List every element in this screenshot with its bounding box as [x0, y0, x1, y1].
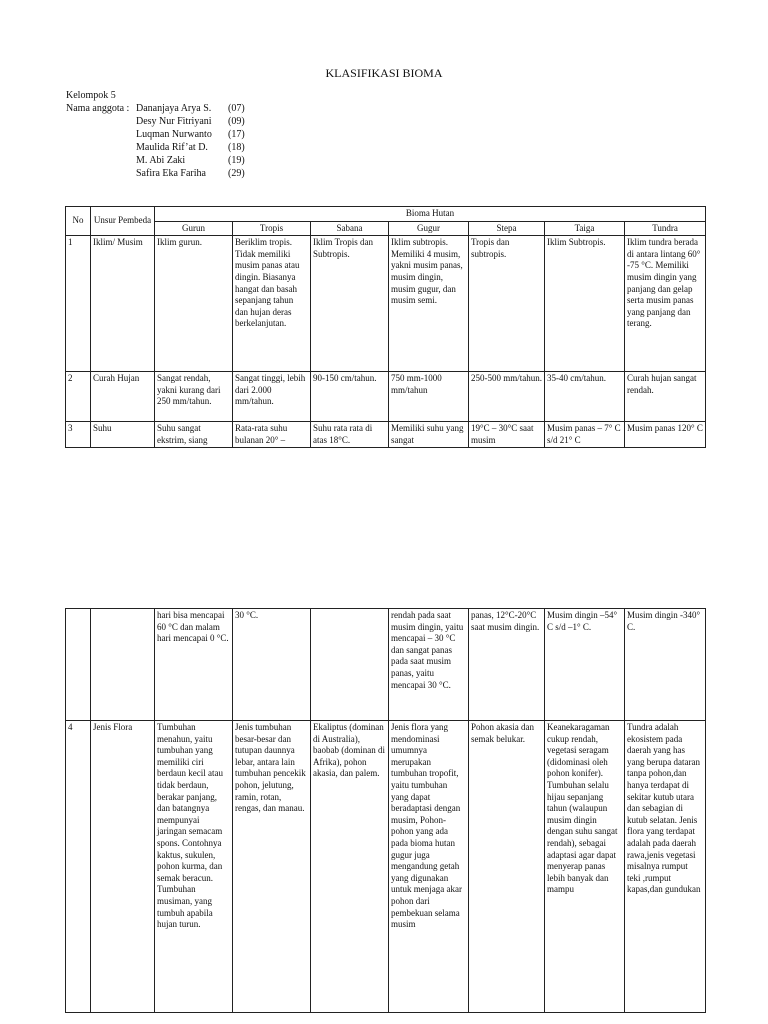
cell-gugur: Memiliki suhu yang sangat: [389, 422, 469, 448]
header-no: No: [66, 207, 91, 236]
member-number: (09): [228, 116, 245, 127]
cell-unsur: Iklim/ Musim: [91, 236, 155, 372]
member-name: Safira Eka Fariha: [136, 168, 206, 179]
group-label: Kelompok 5: [66, 90, 116, 101]
cell-no: 4: [66, 721, 91, 1013]
cell-sabana: Iklim Tropis dan Subtropis.: [311, 236, 389, 372]
biome-table-part-1: [65, 206, 706, 448]
cell-gugur: Jenis flora yang mendominasi umumnya merupakan tumbuhan tropofit, yaitu tumbuhan yang dapat beradaptasi dengan musim, Pohon-pohon yang ada pada bioma hutan gugur juga mengandung getah yang digunakan untuk menjaga akar pohon dari pembekuan selama musim: [389, 721, 469, 1013]
member-row: [66, 128, 268, 141]
member-name: Maulida Rif’at D.: [136, 142, 208, 153]
member-row: [66, 141, 268, 154]
members-label: Nama anggota :: [66, 103, 130, 114]
table-row: [66, 609, 706, 721]
member-number: (19): [228, 155, 245, 166]
table-row: [66, 372, 706, 422]
cell-stepa: Tropis dan subtropis.: [469, 236, 545, 372]
page-title: KLASIFIKASI BIOMA: [325, 66, 443, 80]
cell-stepa: Pohon akasia dan semak belukar.: [469, 721, 545, 1013]
cell-gurun: hari bisa mencapai 60 °C dan malam hari mencapai 0 °C.: [155, 609, 233, 721]
header-row: [66, 207, 706, 222]
cell-taiga: Iklim Subtropis.: [545, 236, 625, 372]
header-taiga: Taiga: [545, 221, 625, 236]
cell-unsur: Suhu: [91, 422, 155, 448]
header-sabana: Sabana: [311, 221, 389, 236]
cell-stepa: 19°C – 30°C saat musim: [469, 422, 545, 448]
member-number: (17): [228, 129, 245, 140]
member-number: (18): [228, 142, 245, 153]
header-unsur: Unsur Pembeda: [91, 207, 155, 236]
cell-tundra: Tundra adalah ekosistem pada daerah yang has yang berupa dataran tanpa pohon,dan hanya terdapat di sekitar kutub utara dan sebagian di kutub selatan. Jenis flora yang terdapat adalah pada daerah rawa,jenis vegetasi misalnya rumput teki ,rumput kapas,dan gundukan: [625, 721, 706, 1013]
member-row: [66, 154, 268, 167]
table-row: [66, 236, 706, 372]
cell-unsur: [91, 609, 155, 721]
table-row: [66, 422, 706, 448]
group-info: [66, 89, 268, 180]
cell-tropis: 30 °C.: [233, 609, 311, 721]
header-gugur: Gugur: [389, 221, 469, 236]
cell-unsur: Curah Hujan: [91, 372, 155, 422]
cell-taiga: Musim panas – 7° C s/d 21° C: [545, 422, 625, 448]
cell-no: [66, 609, 91, 721]
member-name: Dananjaya Arya S.: [136, 103, 212, 114]
cell-gurun: Iklim gurun.: [155, 236, 233, 372]
cell-tundra: Iklim tundra berada di antara lintang 60° -75 °C. Memiliki musim dingin yang panjang dan gelap serta musim panas yang panjang dan terang.: [625, 236, 706, 372]
group-label-row: [66, 89, 268, 102]
header-bioma: Bioma Hutan: [155, 207, 706, 222]
member-name: M. Abi Zaki: [136, 155, 186, 166]
header-gurun: Gurun: [155, 221, 233, 236]
cell-unsur: Jenis Flora: [91, 721, 155, 1013]
cell-stepa: panas, 12°C-20°C saat musim dingin.: [469, 609, 545, 721]
cell-sabana: Ekaliptus (dominan di Australia), baobab (dominan di Afrika), pohon akasia, dan palem.: [311, 721, 389, 1013]
cell-gugur: Iklim subtropis. Memiliki 4 musim, yakni musim panas, musim dingin, musim gugur, dan musim semi.: [389, 236, 469, 372]
cell-tropis: Beriklim tropis. Tidak memiliki musim panas atau dingin. Biasanya hangat dan basah sepanjang tahun dan hujan deras berkelanjutan.: [233, 236, 311, 372]
cell-gurun: Sangat rendah, yakni kurang dari 250 mm/tahun.: [155, 372, 233, 422]
cell-tundra: Curah hujan sangat rendah.: [625, 372, 706, 422]
cell-tropis: Rata-rata suhu bulanan 20° –: [233, 422, 311, 448]
member-name: Luqman Nurwanto: [136, 129, 212, 140]
header-subrow: [66, 221, 706, 236]
member-row: [66, 167, 268, 180]
cell-no: 3: [66, 422, 91, 448]
header-tropis: Tropis: [233, 221, 311, 236]
cell-tundra: Musim dingin -340° C.: [625, 609, 706, 721]
cell-stepa: 250-500 mm/tahun.: [469, 372, 545, 422]
member-row: [66, 102, 268, 115]
cell-gurun: Suhu sangat ekstrim, siang: [155, 422, 233, 448]
cell-sabana: 90-150 cm/tahun.: [311, 372, 389, 422]
cell-gurun: Tumbuhan menahun, yaitu tumbuhan yang memiliki ciri berdaun kecil atau tidak berdaun, berakar panjang, dan batangnya mempunyai jaringan semacam spons. Contohnya kaktus, sukulen, pohon kurma, dan semak beracun. Tumbuhan musiman, yang tumbuh apabila hujan turun.: [155, 721, 233, 1013]
cell-gugur: 750 mm-1000 mm/tahun: [389, 372, 469, 422]
member-name: Desy Nur Fitriyani: [136, 116, 212, 127]
biome-table-part-2: [65, 608, 706, 1013]
cell-tropis: Sangat tinggi, lebih dari 2.000 mm/tahun.: [233, 372, 311, 422]
cell-no: 2: [66, 372, 91, 422]
member-number: (07): [228, 103, 245, 114]
member-row: [66, 115, 268, 128]
cell-taiga: Musim dingin –54° C s/d –1° C.: [545, 609, 625, 721]
cell-tundra: Musim panas 120° C: [625, 422, 706, 448]
member-number: (29): [228, 168, 245, 179]
cell-sabana: [311, 609, 389, 721]
cell-gugur: rendah pada saat musim dingin, yaitu mencapai – 30 °C dan sangat panas pada saat musim panas, yaitu mencapai 30 °C.: [389, 609, 469, 721]
cell-sabana: Suhu rata rata di atas 18°C.: [311, 422, 389, 448]
cell-taiga: 35-40 cm/tahun.: [545, 372, 625, 422]
header-stepa: Stepa: [469, 221, 545, 236]
cell-no: 1: [66, 236, 91, 372]
table-row: [66, 721, 706, 1013]
header-tundra: Tundra: [625, 221, 706, 236]
cell-tropis: Jenis tumbuhan besar-besar dan tutupan daunnya lebar, antara lain tumbuhan pencekik pohon, jelutung, ramin, rotan, rengas, dan manau.: [233, 721, 311, 1013]
cell-taiga: Keanekaragaman cukup rendah, vegetasi seragam (didominasi oleh pohon konifer). Tumbuhan selalu hijau sepanjang tahun (walaupun musim dingin dengan suhu sangat rendah), sebagai adaptasi agar dapat menyerap panas lebih banyak dan mampu: [545, 721, 625, 1013]
